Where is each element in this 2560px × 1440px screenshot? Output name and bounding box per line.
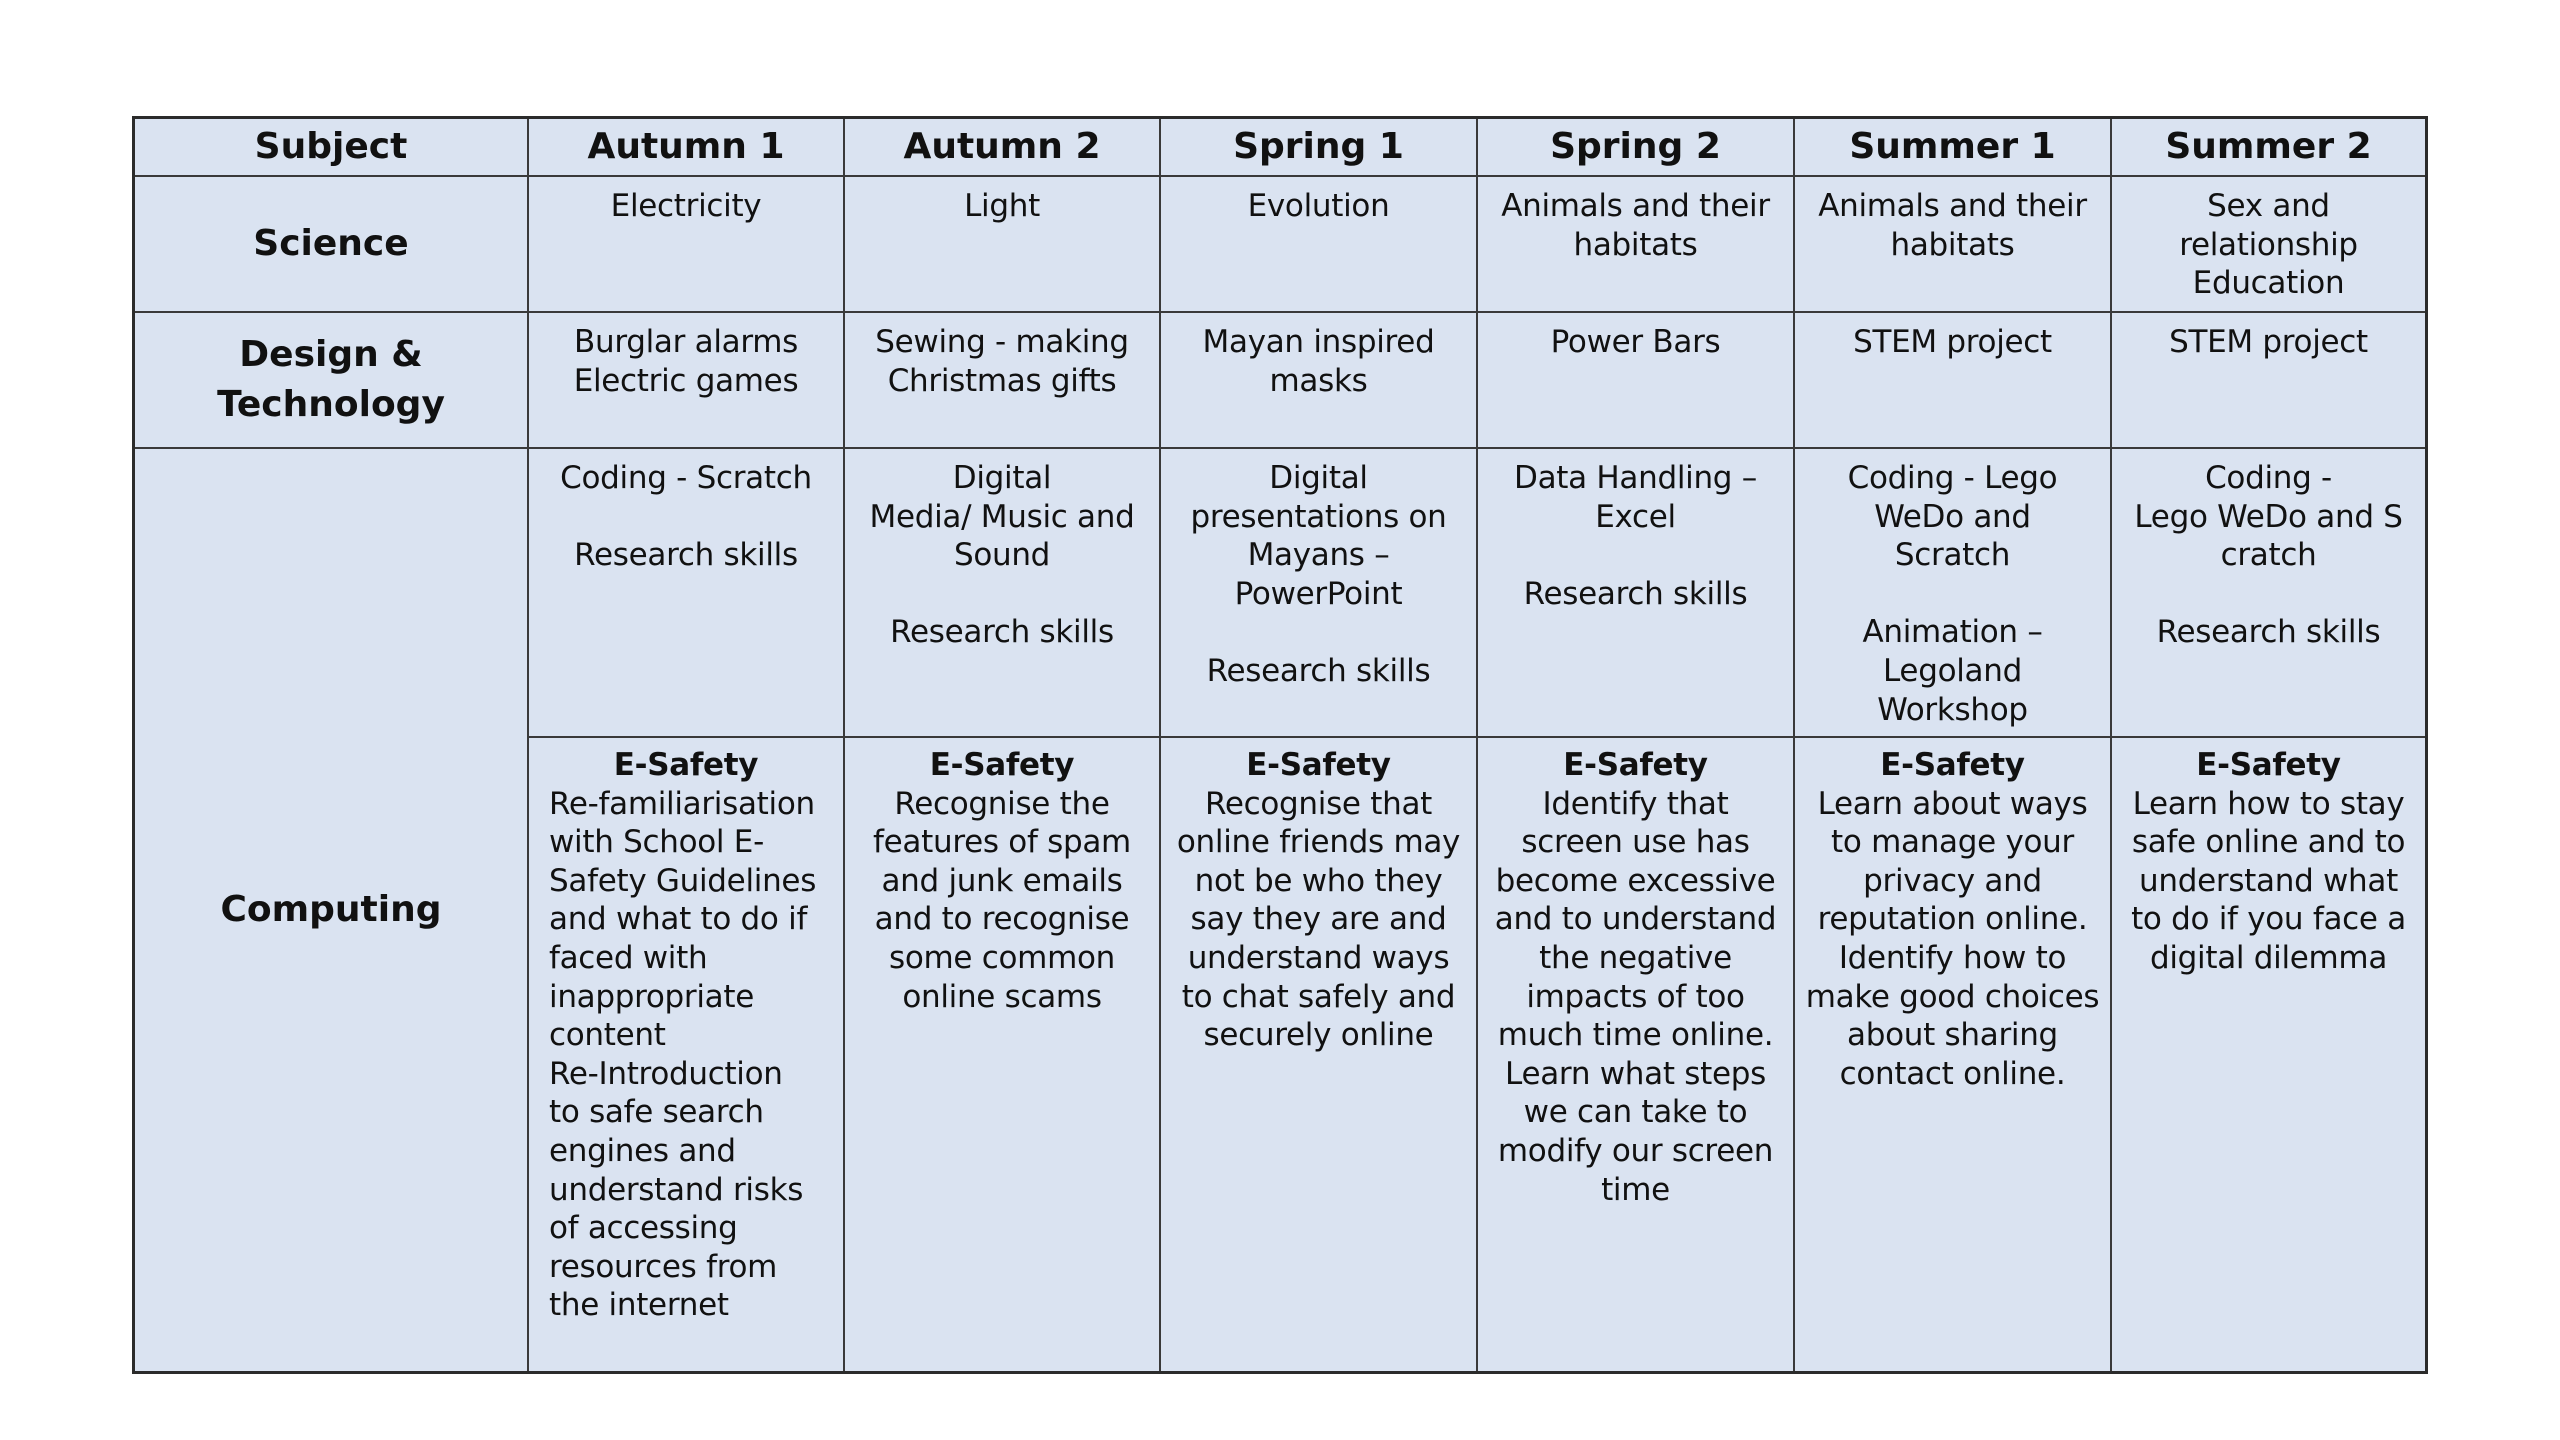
science-summer-1: Animals and their habitats — [1818, 188, 2087, 263]
header-spring-2: Spring 2 — [1550, 126, 1721, 168]
esafety-autumn-2 — [845, 738, 1159, 1371]
dt-autumn-1: Burglar alarms Electric games — [573, 324, 799, 399]
esafety-text: Re-familiarisation with School E- Safety Guidelines and what to do if faced with inappropriate content Re-Introduction to safe search engines and understand risks of accessing resources from the internet — [549, 785, 817, 1324]
esafety-title: E-Safety — [1246, 747, 1391, 783]
esafety-autumn-1 — [529, 738, 843, 1371]
row-subject-design-technology: Design & Technology — [217, 333, 445, 425]
science-spring-2: Animals and their habitats — [1501, 188, 1770, 263]
dt-spring-2: Power Bars — [1550, 324, 1721, 360]
header-autumn-1: Autumn 1 — [587, 126, 785, 168]
esafety-title: E-Safety — [1563, 747, 1708, 783]
header-subject: Subject — [254, 126, 408, 168]
computing-spring-1: Digital presentations on Mayans – PowerPoint Research skills — [1190, 460, 1447, 689]
esafety-spring-1 — [1161, 738, 1476, 1371]
esafety-text: Learn how to stay safe online and to understand what to do if you face a digital dilemma — [2131, 785, 2406, 976]
esafety-spring-2 — [1478, 738, 1793, 1371]
header-summer-2: Summer 2 — [2165, 126, 2372, 168]
dt-spring-1: Mayan inspired masks — [1202, 324, 1435, 399]
row-subject-computing: Computing — [220, 888, 442, 930]
computing-spring-2: Data Handling – Excel Research skills — [1514, 460, 1757, 612]
esafety-text: Identify that screen use has become excessive and to understand the negative impacts of too much time online. Learn what steps we can take to modify our screen time — [1494, 785, 1777, 1208]
science-autumn-2: Light — [964, 188, 1040, 224]
computing-autumn-2: Digital Media/ Music and Sound Research skills — [869, 460, 1135, 651]
esafety-title: E-Safety — [1880, 747, 2025, 783]
header-autumn-2: Autumn 2 — [903, 126, 1101, 168]
dt-summer-1: STEM project — [1853, 324, 2052, 360]
esafety-text: Learn about ways to manage your privacy and reputation online. Identify how to make good choices about sharing contact online. — [1805, 785, 2100, 1092]
esafety-text: Recognise the features of spam and junk emails and to recognise some common online scams — [873, 785, 1131, 1015]
esafety-text: Recognise that online friends may not be who they say they are and understand ways to chat safely and securely online — [1176, 785, 1461, 1054]
science-spring-1: Evolution — [1247, 188, 1390, 224]
header-spring-1: Spring 1 — [1233, 126, 1404, 168]
esafety-title: E-Safety — [613, 747, 759, 783]
esafety-title: E-Safety — [929, 747, 1075, 783]
computing-autumn-1: Coding - Scratch Research skills — [560, 460, 812, 574]
science-autumn-1: Electricity — [610, 188, 762, 224]
computing-summer-1: Coding - Lego WeDo and Scratch Animation – Legoland Workshop — [1847, 460, 2058, 728]
row-subject-science: Science — [253, 222, 409, 264]
esafety-title: E-Safety — [2196, 747, 2341, 783]
header-summer-1: Summer 1 — [1849, 126, 2056, 168]
dt-summer-2: STEM project — [2169, 324, 2368, 360]
computing-summer-2: Coding - Lego WeDo and S cratch Research skills — [2134, 460, 2403, 651]
dt-autumn-2: Sewing - making Christmas gifts — [875, 324, 1129, 399]
esafety-summer-2 — [2112, 738, 2425, 1371]
science-summer-2: Sex and relationship Education — [2179, 188, 2358, 302]
esafety-summer-1 — [1795, 738, 2110, 1371]
curriculum-table — [132, 116, 2428, 1374]
